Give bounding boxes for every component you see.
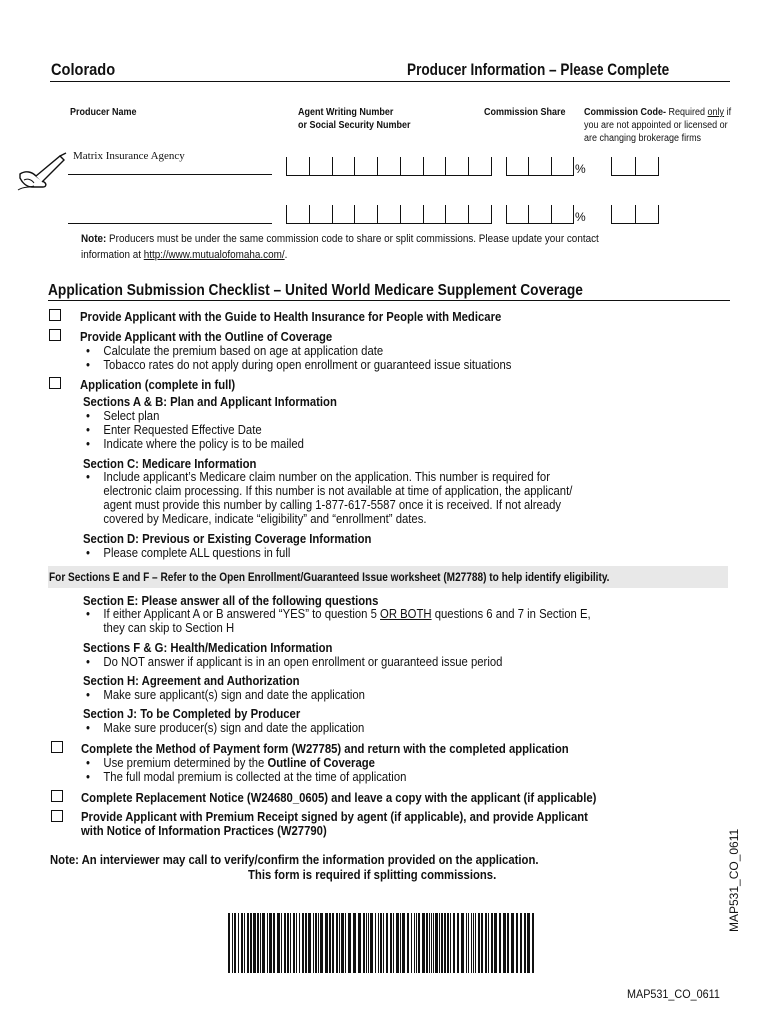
barcode-bar — [386, 913, 388, 973]
barcode-bar — [383, 913, 384, 973]
col-commission-code: Commission Code- Required only if you are not appointed or licensed or are changing brokerage firms — [584, 107, 732, 144]
barcode-bar — [461, 913, 464, 973]
barcode-bar — [499, 913, 501, 973]
barcode-bar — [450, 913, 451, 973]
barcode-bar — [441, 913, 443, 973]
section-e-heading: Section E: Please answer all of the following questions — [83, 593, 379, 608]
secc-bullet-1: • Include applicant’s Medicare claim number on the application. This number is required for electronic claim processing. If this number is not available at time of application, the applicant/ agent must provide this number by calling 1-877-617-5587 once it is received. If not already covered by Medicare, indicate “eligibility” and “enrollment” dates. — [86, 469, 573, 526]
barcode-bar — [375, 913, 376, 973]
checkbox-method-of-payment[interactable] — [51, 741, 63, 753]
barcode-bar — [363, 913, 365, 973]
barcode-bar — [368, 913, 369, 973]
item-application: Application (complete in full) — [80, 377, 236, 392]
barcode-bar — [339, 913, 340, 973]
item-method-of-payment: Complete the Method of Payment form (W27785) and return with the completed application — [81, 741, 569, 756]
barcode-bar — [396, 913, 399, 973]
barcode-bar — [325, 913, 328, 973]
barcode-bar — [390, 913, 392, 973]
bottom-form-code: MAP531_CO_0611 — [627, 987, 720, 1001]
barcode-bar — [407, 913, 409, 973]
producer-info-title: Producer Information – Please Complete — [407, 60, 670, 79]
barcode-bar — [457, 913, 459, 973]
barcode-bar — [260, 913, 261, 973]
commission-code-boxes-1[interactable] — [611, 157, 659, 176]
producer-name-line-2[interactable] — [68, 223, 272, 224]
col-agent-writing-number: Agent Writing Number or Social Security Number — [298, 107, 411, 131]
barcode-bar — [329, 913, 331, 973]
barcode-bar — [511, 913, 514, 973]
barcode-bar — [241, 913, 243, 973]
barcode-bar — [475, 913, 476, 973]
barcode-bar — [315, 913, 317, 973]
barcode-bar — [468, 913, 469, 973]
checkbox-premium-receipt[interactable] — [51, 810, 63, 822]
barcode-bar — [366, 913, 367, 973]
agent-number-boxes-2[interactable] — [286, 205, 492, 224]
item-premium-receipt: Provide Applicant with Premium Receipt signed by agent (if applicable), and provide Applicant with Notice of Information Practices (W27790) — [81, 809, 588, 838]
barcode-bar — [393, 913, 394, 973]
barcode-bar — [524, 913, 526, 973]
barcode-bar — [494, 913, 497, 973]
item2-bullet-1: • Calculate the premium based on age at application date — [86, 343, 384, 358]
side-form-code: MAP531_CO_0611 — [727, 828, 741, 932]
barcode-bar — [481, 913, 483, 973]
item-guide: Provide Applicant with the Guide to Health Insurance for People with Medicare — [80, 309, 502, 324]
commission-code-boxes-2[interactable] — [611, 205, 659, 224]
section-d-heading: Section D: Previous or Existing Coverage Information — [83, 531, 372, 546]
barcode-bar — [290, 913, 291, 973]
section-ab-heading: Sections A & B: Plan and Applicant Information — [83, 394, 337, 409]
barcode-bar — [378, 913, 379, 973]
percent-1: % — [575, 162, 586, 176]
checkbox-application[interactable] — [49, 377, 61, 389]
barcode-bar — [353, 913, 356, 973]
barcode-bar — [281, 913, 282, 973]
barcode-bar — [302, 913, 304, 973]
agent-number-boxes-1[interactable] — [286, 157, 492, 176]
checkbox-outline[interactable] — [49, 329, 61, 341]
checklist-rule — [48, 300, 730, 301]
barcode-bar — [238, 913, 239, 973]
item2-bullet-2: • Tobacco rates do not apply during open enrollment or guaranteed issue situations — [86, 357, 512, 372]
splitting-note: This form is required if splitting commissions. — [248, 867, 497, 882]
barcode-bar — [250, 913, 252, 973]
secj-bullet-1: • Make sure producer(s) sign and date the application — [86, 720, 365, 735]
interviewer-note: Note: An interviewer may call to verify/confirm the information provided on the application. — [50, 852, 539, 867]
producer-note: Note: Producers must be under the same commission code to share or split commissions. Please update your contact information at http://www.mutualofomaha.com/. — [81, 233, 599, 261]
mutual-of-omaha-link[interactable]: http://www.mutualofomaha.com/ — [143, 249, 285, 261]
barcode-bar — [308, 913, 311, 973]
barcode-bar — [318, 913, 319, 973]
commission-share-boxes-1[interactable] — [506, 157, 574, 176]
sections-ef-note: For Sections E and F – Refer to the Open Enrollment/Guaranteed Issue worksheet (M27788) to help identify eligibility. — [49, 570, 610, 584]
barcode-bar — [345, 913, 346, 973]
barcode-bar — [257, 913, 259, 973]
percent-2: % — [575, 210, 586, 224]
col-producer-name: Producer Name — [70, 107, 137, 118]
item-outline: Provide Applicant with the Outline of Coverage — [80, 329, 333, 344]
barcode-bar — [516, 913, 518, 973]
barcode-image — [228, 913, 538, 973]
barcode-bar — [435, 913, 438, 973]
barcode-bar — [380, 913, 382, 973]
section-j-heading: Section J: To be Completed by Producer — [83, 706, 301, 721]
section-c-heading: Section C: Medicare Information — [83, 456, 257, 471]
barcode-bar — [431, 913, 432, 973]
barcode-bar — [244, 913, 245, 973]
secab-bullet-3: • Indicate where the policy is to be mailed — [86, 436, 304, 451]
col-commission-share: Commission Share — [484, 107, 566, 118]
barcode-bar — [466, 913, 467, 973]
item4-bullet-2: • The full modal premium is collected at the time of application — [86, 769, 407, 784]
barcode-bar — [471, 913, 472, 973]
barcode-bar — [358, 913, 361, 973]
producer-name-value[interactable]: Matrix Insurance Agency — [73, 150, 185, 162]
barcode-bar — [416, 913, 417, 973]
barcode-bar — [332, 913, 334, 973]
barcode-bar — [348, 913, 351, 973]
barcode-bar — [305, 913, 307, 973]
sece-bullet-1: • If either Applicant A or B answered “YES” to question 5 OR BOTH questions 6 and 7 in Section E, they can skip to Section H — [86, 606, 591, 635]
barcode-bar — [439, 913, 440, 973]
barcode-bar — [284, 913, 286, 973]
barcode-bar — [296, 913, 297, 973]
barcode-bar — [491, 913, 493, 973]
pen-hand-icon — [16, 152, 68, 192]
barcode-bar — [400, 913, 401, 973]
barcode-bar — [473, 913, 474, 973]
barcode-bar — [232, 913, 233, 973]
barcode-bar — [414, 913, 415, 973]
barcode-bar — [411, 913, 412, 973]
barcode-bar — [287, 913, 289, 973]
barcode-bar — [370, 913, 373, 973]
item4-bullet-1: • Use premium determined by the Outline of Coverage — [86, 755, 375, 770]
barcode-bar — [247, 913, 249, 973]
barcode-bar — [273, 913, 275, 973]
item-replacement-notice: Complete Replacement Notice (W24680_0605) and leave a copy with the applicant (if applicable) — [81, 790, 597, 805]
barcode-bar — [402, 913, 405, 973]
barcode-bar — [277, 913, 280, 973]
state-title: Colorado — [51, 60, 116, 79]
barcode-bar — [418, 913, 420, 973]
barcode-bar — [485, 913, 487, 973]
barcode-bar — [267, 913, 268, 973]
barcode-bar — [228, 913, 230, 973]
checkbox-replacement-notice[interactable] — [51, 790, 63, 802]
barcode-bar — [341, 913, 344, 973]
section-fg-heading: Sections F & G: Health/Medication Information — [83, 640, 333, 655]
secfg-bullet-1: • Do NOT answer if applicant is in an open enrollment or guaranteed issue period — [86, 654, 503, 669]
checklist-title: Application Submission Checklist – United World Medicare Supplement Coverage — [48, 282, 583, 299]
sech-bullet-1: • Make sure applicant(s) sign and date the application — [86, 687, 365, 702]
barcode-bar — [532, 913, 534, 973]
header-rule — [50, 81, 730, 82]
commission-share-boxes-2[interactable] — [506, 205, 574, 224]
barcode-bar — [453, 913, 455, 973]
barcode-bar — [429, 913, 430, 973]
secd-bullet-1: • Please complete ALL questions in full — [86, 545, 291, 560]
barcode-bar — [478, 913, 480, 973]
barcode-bar — [520, 913, 522, 973]
barcode-bar — [299, 913, 300, 973]
barcode-bar — [444, 913, 446, 973]
barcode-bar — [313, 913, 314, 973]
barcode-bar — [488, 913, 489, 973]
secab-bullet-2: • Enter Requested Effective Date — [86, 422, 262, 437]
barcode-bar — [293, 913, 295, 973]
barcode-bar — [320, 913, 323, 973]
secab-bullet-1: • Select plan — [86, 408, 160, 423]
barcode-bar — [527, 913, 530, 973]
section-h-heading: Section H: Agreement and Authorization — [83, 673, 300, 688]
barcode-bar — [234, 913, 236, 973]
barcode-bar — [269, 913, 272, 973]
barcode-bar — [447, 913, 449, 973]
barcode-bar — [503, 913, 506, 973]
barcode-bar — [336, 913, 338, 973]
barcode-bar — [433, 913, 434, 973]
barcode-bar — [426, 913, 428, 973]
barcode-bar — [422, 913, 425, 973]
barcode-bar — [253, 913, 256, 973]
checkbox-guide[interactable] — [49, 309, 61, 321]
producer-name-line-1[interactable] — [68, 174, 272, 175]
barcode-bar — [262, 913, 265, 973]
barcode-bar — [507, 913, 509, 973]
